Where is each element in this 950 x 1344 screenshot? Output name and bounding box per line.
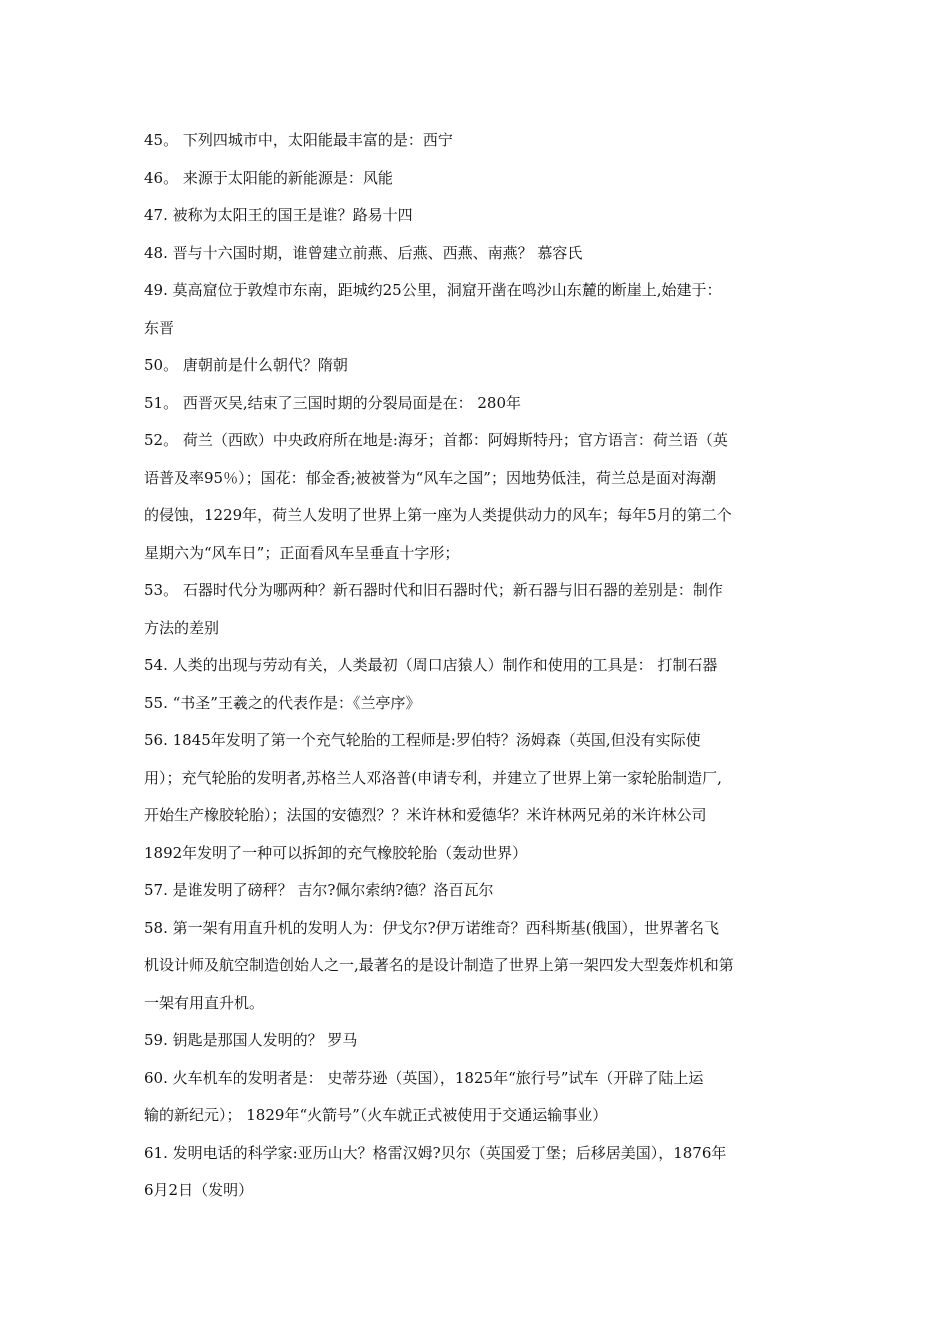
text-line: 52。 荷兰（西欧）中央政府所在地是:海牙；首都：阿姆斯特丹；官方语言：荷兰语（英 <box>144 431 728 449</box>
text-line: 语普及率95％）；国花：郁金香;被被誉为“风车之国”；因地势低洼，荷兰总是面对海潮 <box>144 468 716 487</box>
text-line: 50。 唐朝前是什么朝代？隋朝 <box>144 356 348 374</box>
text-line: 58. 第一架有用直升机的发明人为：伊戈尔?伊万诺维奇？西科斯基(俄国），世界著名飞 <box>144 918 720 937</box>
text-line: 方法的差别 <box>144 618 220 637</box>
text-line: 用）；充气轮胎的发明者,苏格兰人邓洛普(申请专利，并建立了世界上第一家轮胎制造厂, <box>144 768 722 787</box>
text-line: 51。 西晋灭吴,结束了三国时期的分裂局面是在： 280年 <box>144 393 522 412</box>
text-line: 星期六为“风车日”；正面看风车呈垂直十字形； <box>144 543 460 562</box>
text-line: 60. 火车机车的发明者是： 史蒂芬逊（英国），1825年“旅行号”试车（开辟了陆上运 <box>144 1068 704 1087</box>
text-line: 49. 莫高窟位于敦煌市东南，距城约25公里，洞窟开凿在鸣沙山东麓的断崖上,始建于： <box>144 281 722 299</box>
text-line: 机设计师及航空制造创始人之一,最著名的是设计制造了世界上第一架四发大型轰炸机和第 <box>144 956 734 974</box>
text-line: 47. 被称为太阳王的国王是谁？路易十四 <box>144 206 413 224</box>
text-line: 开始生产橡胶轮胎）；法国的安德烈？？米许林和爱德华？米许林两兄弟的米许林公司 <box>144 806 707 824</box>
text-line: 61. 发明电话的科学家:亚历山大？格雷汉姆?贝尔（英国爱丁堡；后移居美国），1876年 <box>144 1143 727 1162</box>
text-line: 的侵蚀，1229年，荷兰人发明了世界上第一座为人类提供动力的风车；每年5月的第二个 <box>144 506 732 524</box>
text-line: 输的新纪元）； 1829年“火箭号”（火车就正式被使用于交通运输事业） <box>144 1106 608 1124</box>
text-line: 54. 人类的出现与劳动有关，人类最初（周口店猿人）制作和使用的工具是： 打制石器 <box>144 656 718 674</box>
text-line: 46。 来源于太阳能的新能源是：风能 <box>144 168 393 187</box>
text-line: 一架有用直升机。 <box>144 993 265 1012</box>
text-line: 6月2日（发明） <box>144 1181 254 1199</box>
text-line: 48. 晋与十六国时期，谁曾建立前燕、后燕、西燕、南燕？ 慕容氏 <box>144 243 583 262</box>
text-line: 1892年发明了一种可以拆卸的充气橡胶轮胎（轰动世界） <box>144 843 528 862</box>
text-line: 53。 石器时代分为哪两种？新石器时代和旧石器时代；新石器与旧石器的差别是：制作 <box>144 581 723 599</box>
text-line: 59. 钥匙是那国人发明的？ 罗马 <box>144 1031 358 1049</box>
text-line: 45。 下列四城市中，太阳能最丰富的是：西宁 <box>144 131 453 149</box>
text-line: 56. 1845年发明了第一个充气轮胎的工程师是:罗伯特？汤姆森（英国,但没有实际使 <box>144 731 701 749</box>
text-line: 57. 是谁发明了磅秤？ 吉尔?佩尔索纳?德？洛百瓦尔 <box>144 881 494 899</box>
text-line: 东晋 <box>144 318 175 337</box>
document-body <box>144 122 810 1210</box>
text-line: 55. “书圣”王羲之的代表作是：《兰亭序》 <box>144 693 421 712</box>
